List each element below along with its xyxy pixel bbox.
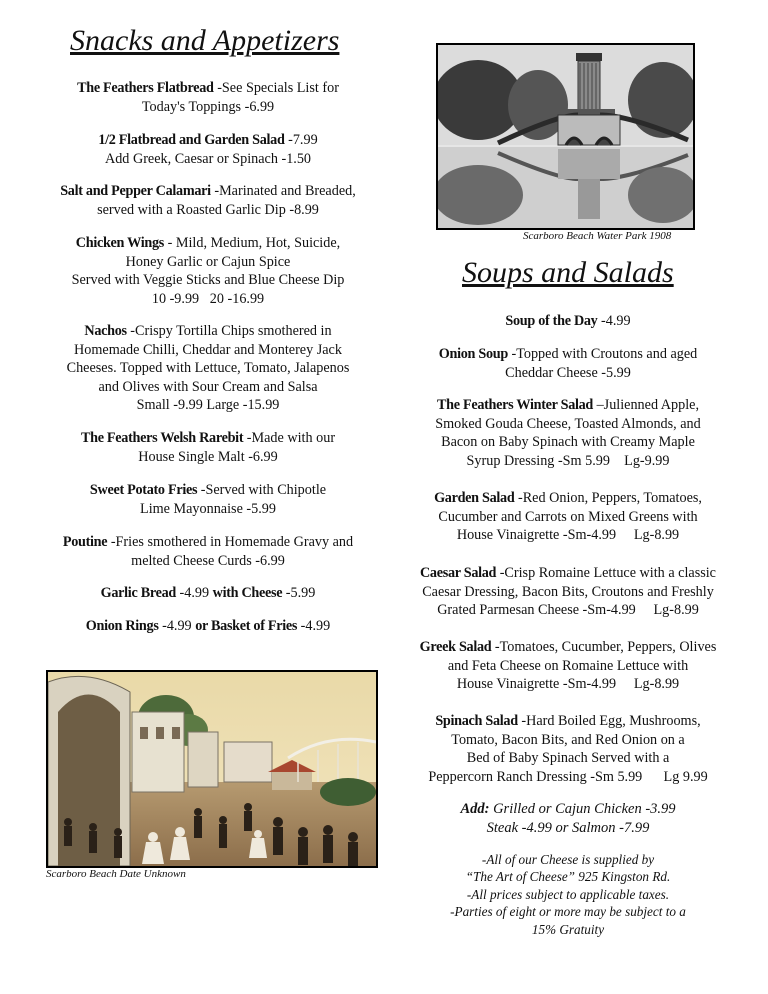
water-park-illustration bbox=[438, 45, 693, 228]
menu-item: Greek Salad -Tomatoes, Cucumber, Peppers, Olives and Feta Cheese on Romaine Lettuce with House Vinaigrette -Sm-4.99 Lg-8.99 bbox=[419, 639, 717, 693]
menu-item: Garlic Bread -4.99 with Cheese -5.99 bbox=[100, 585, 316, 601]
menu-item: Chicken Wings - Mild, Medium, Hot, Suicide, Honey Garlic or Cajun Spice Served with Veggie Sticks and Blue Cheese Dip 10 -9.99 20 -16.99 bbox=[71, 235, 345, 307]
bottom-photo-caption: Scarboro Beach Date Unknown bbox=[46, 868, 186, 880]
menu-item: Soup of the Day -4.99 bbox=[505, 313, 631, 329]
soups-title: Soups and Salads bbox=[462, 256, 674, 289]
menu-item: The Feathers Flatbread -See Specials List for Today's Toppings -6.99 bbox=[77, 80, 339, 115]
menu-item: Spinach Salad -Hard Boiled Egg, Mushrooms, Tomato, Bacon Bits, and Red Onion on a Bed of Baby Spinach Served with a Peppercorn Ranch Dressing -Sm 5.99 Lg 9.99 bbox=[428, 713, 708, 785]
snacks-title: Snacks and Appetizers bbox=[70, 24, 340, 57]
menu-item: Onion Soup -Topped with Croutons and aged Cheddar Cheese -5.99 bbox=[438, 346, 698, 381]
menu-item: Poutine -Fries smothered in Homemade Gravy and melted Cheese Curds -6.99 bbox=[62, 534, 354, 569]
add-ons: Add: Grilled or Cajun Chicken -3.99 Steak -4.99 or Salmon -7.99 bbox=[460, 801, 676, 836]
menu-item: The Feathers Welsh Rarebit -Made with our House Single Malt -6.99 bbox=[80, 430, 336, 465]
beach-illustration bbox=[48, 672, 376, 866]
scarboro-beach-photo bbox=[46, 670, 378, 868]
footnotes: -All of our Cheese is supplied by “The Art of Cheese” 925 Kingston Rd. -All prices subject to applicable taxes. -Parties of eight or more may be subject to a 15% Gratuity bbox=[450, 852, 686, 937]
top-photo-caption: Scarboro Beach Water Park 1908 bbox=[523, 230, 672, 242]
menu-item: The Feathers Winter Salad –Julienned Apple, Smoked Gouda Cheese, Toasted Almonds, and Bacon on Baby Spinach with Creamy Maple Syrup Dressing -Sm 5.99 Lg-9.99 bbox=[435, 397, 701, 469]
menu-item: Salt and Pepper Calamari -Marinated and Breaded, served with a Roasted Garlic Dip -8.99 bbox=[60, 183, 356, 218]
menu-item: 1/2 Flatbread and Garden Salad -7.99 Add Greek, Caesar or Spinach -1.50 bbox=[98, 132, 318, 167]
menu-item: Sweet Potato Fries -Served with Chipotle Lime Mayonnaise -5.99 bbox=[89, 482, 327, 517]
water-park-photo bbox=[436, 43, 695, 230]
menu-item: Onion Rings -4.99 or Basket of Fries -4.99 bbox=[85, 618, 331, 634]
menu-item: Garden Salad -Red Onion, Peppers, Tomatoes, Cucumber and Carrots on Mixed Greens with House Vinaigrette -Sm-4.99 Lg-8.99 bbox=[434, 490, 702, 544]
menu-item: Nachos -Crispy Tortilla Chips smothered in Homemade Chilli, Cheddar and Monterey Jack Cheeses. Topped with Lettuce, Tomato, Jalapenos and Olives with Sour Cream and Salsa Small -9.99 Large -15.99 bbox=[66, 323, 350, 414]
menu-item: Caesar Salad -Crisp Romaine Lettuce with a classic Caesar Dressing, Bacon Bits, Croutons and Freshly Grated Parmesan Cheese -Sm-4.99 Lg-8.99 bbox=[419, 565, 716, 619]
